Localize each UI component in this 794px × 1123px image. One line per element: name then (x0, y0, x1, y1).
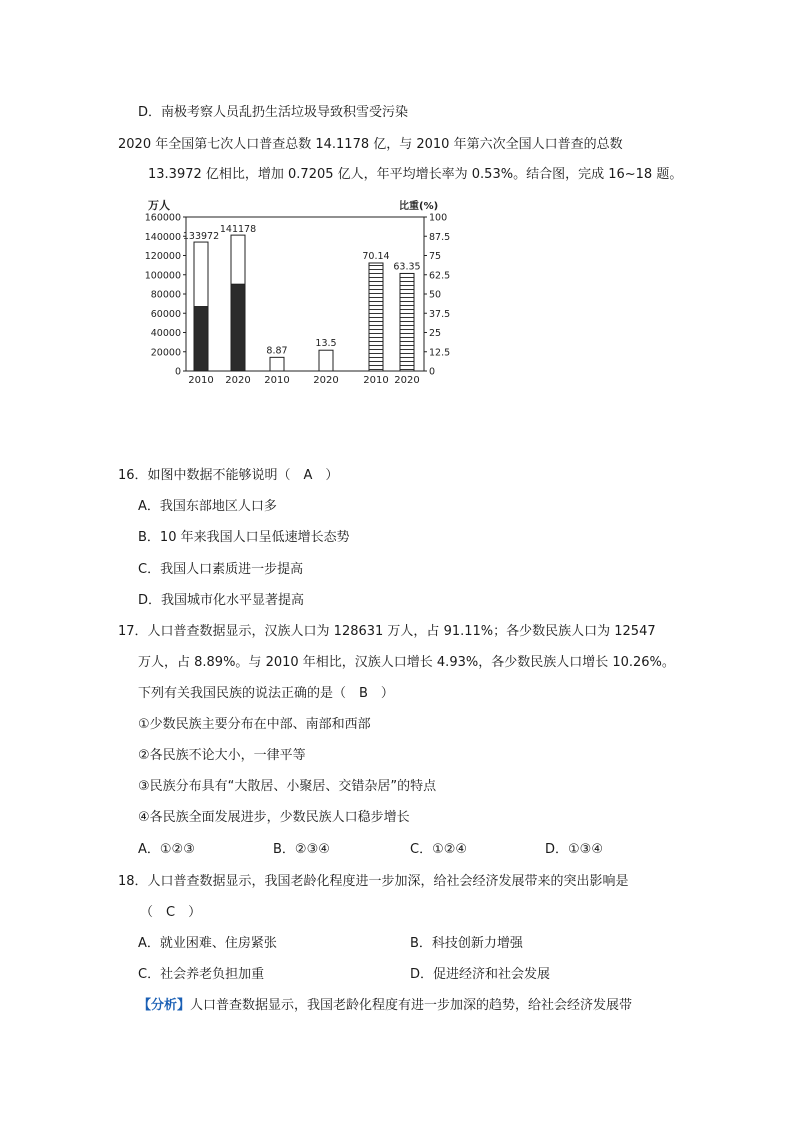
plot-frame (186, 217, 424, 371)
q17-item-1: ①少数民族主要分布在中部、南部和西部 (138, 717, 371, 732)
analysis-line (138, 997, 632, 1015)
x-tick-label: 2010 (363, 375, 389, 386)
x-tick-label: 2020 (313, 375, 339, 386)
bar-农村人口-2010 (194, 242, 208, 306)
data-label-15—59岁人口比重-2020: 63.35 (393, 261, 421, 273)
bar-城市人口-2010 (194, 307, 208, 371)
q18-option-d: D．促进经济和社会发展 (410, 967, 551, 982)
q18-option-a: A．就业困难、住房紧张 (138, 936, 277, 951)
left-tick-label: 80000 (150, 289, 181, 301)
left-tick-label: 0 (174, 366, 181, 378)
left-tick-label: 160000 (144, 212, 181, 224)
q17-item-3: ③民族分布具有“大散居、小聚居、交错杂居”的特点 (138, 779, 437, 794)
q17-option-d: D．①③④ (545, 842, 603, 857)
analysis-text: 人口普查数据显示，我国老龄化程度有进一步加深的趋势，给社会经济发展带 (190, 998, 633, 1013)
left-axis-label: 万人 (148, 199, 170, 212)
right-tick-label: 50 (429, 289, 442, 301)
analysis-tag: 【分析】 (138, 998, 191, 1013)
right-tick-label: 12.5 (429, 347, 451, 359)
data-label-65岁及以上人口比重-2010: 8.87 (266, 345, 288, 357)
right-tick-label: 75 (429, 251, 442, 262)
x-tick-label: 2020 (225, 375, 251, 386)
x-tick-label: 2010 (264, 375, 290, 386)
x-tick-label: 2010 (188, 375, 214, 386)
right-tick-label: 37.5 (429, 308, 451, 320)
q17-stem-1: 17．人口普查数据显示，汉族人口为 128631 万人，占 91.11%；各少数民族人口为 12547 (118, 624, 656, 639)
q18-option-c: C．社会养老负担加重 (138, 967, 265, 982)
bar-农村人口-2020 (231, 235, 245, 284)
right-tick-label: 87.5 (429, 231, 451, 243)
q17-stem-2: 万人，占 8.89%。与 2010 年相比，汉族人口增长 4.93%，各少数民族人口增长 10.26%。 (138, 655, 675, 670)
bar-15—59岁人口比重-2020 (400, 273, 414, 371)
left-tick-label: 140000 (144, 231, 181, 243)
q18-stem-2: （ C ） (140, 905, 202, 920)
bar-65岁及以上人口比重-2020 (319, 350, 333, 371)
data-label-total-2010: 133972 (182, 231, 220, 243)
left-tick-label: 20000 (150, 347, 181, 359)
q16-option-a: A．我国东部地区人口多 (138, 499, 277, 514)
data-label-65岁及以上人口比重-2020: 13.5 (315, 338, 337, 350)
q18-stem-1: 18．人口普查数据显示，我国老龄化程度进一步加深，给社会经济发展带来的突出影响是 (118, 874, 629, 889)
intro-line-1: 2020 年全国第七次人口普查总数 14.1178 亿，与 2010 年第六次全国人口普查的总数 (118, 137, 623, 152)
q16-option-d: D．我国城市化水平显著提高 (138, 593, 305, 608)
bar-城市人口-2020 (231, 284, 245, 371)
data-label-total-2020: 141178 (219, 224, 257, 236)
census-chart (140, 196, 458, 450)
q17-item-2: ②各民族不论大小，一律平等 (138, 748, 306, 763)
q17-stem-3: 下列有关我国民族的说法正确的是（ B ） (138, 686, 394, 701)
left-tick-label: 120000 (144, 251, 181, 262)
right-tick-label: 25 (429, 328, 442, 339)
left-tick-label: 60000 (150, 308, 181, 320)
bar-65岁及以上人口比重-2010 (270, 357, 284, 371)
q16-stem: 16．如图中数据不能够说明（ A ） (118, 468, 339, 483)
q17-option-b: B．②③④ (273, 842, 330, 857)
data-label-15—59岁人口比重-2010: 70.14 (362, 250, 390, 262)
q16-option-b: B．10 年来我国人口呈低速增长态势 (138, 530, 350, 545)
right-tick-label: 0 (429, 366, 436, 378)
right-axis-label: 比重(%) (399, 201, 439, 212)
bar-15—59岁人口比重-2010 (369, 263, 383, 371)
q18-option-b: B．科技创新力增强 (410, 936, 523, 951)
q16-option-c: C．我国人口素质进一步提高 (138, 562, 304, 577)
q17-option-a: A．①②③ (138, 842, 195, 857)
prev-option-d: D．南极考察人员乱扔生活垃圾导致积雪受污染 (138, 105, 409, 120)
right-tick-label: 62.5 (429, 270, 451, 282)
intro-line-2: 13.3972 亿相比，增加 0.7205 亿人，年平均增长率为 0.53%。结合图，完成 16~18 题。 (148, 167, 683, 182)
left-tick-label: 100000 (144, 270, 181, 282)
q17-option-c: C．①②④ (410, 842, 468, 857)
q17-item-4: ④各民族全面发展进步，少数民族人口稳步增长 (138, 810, 410, 825)
x-tick-label: 2020 (394, 375, 420, 386)
left-tick-label: 40000 (150, 328, 181, 339)
right-tick-label: 100 (429, 212, 448, 224)
